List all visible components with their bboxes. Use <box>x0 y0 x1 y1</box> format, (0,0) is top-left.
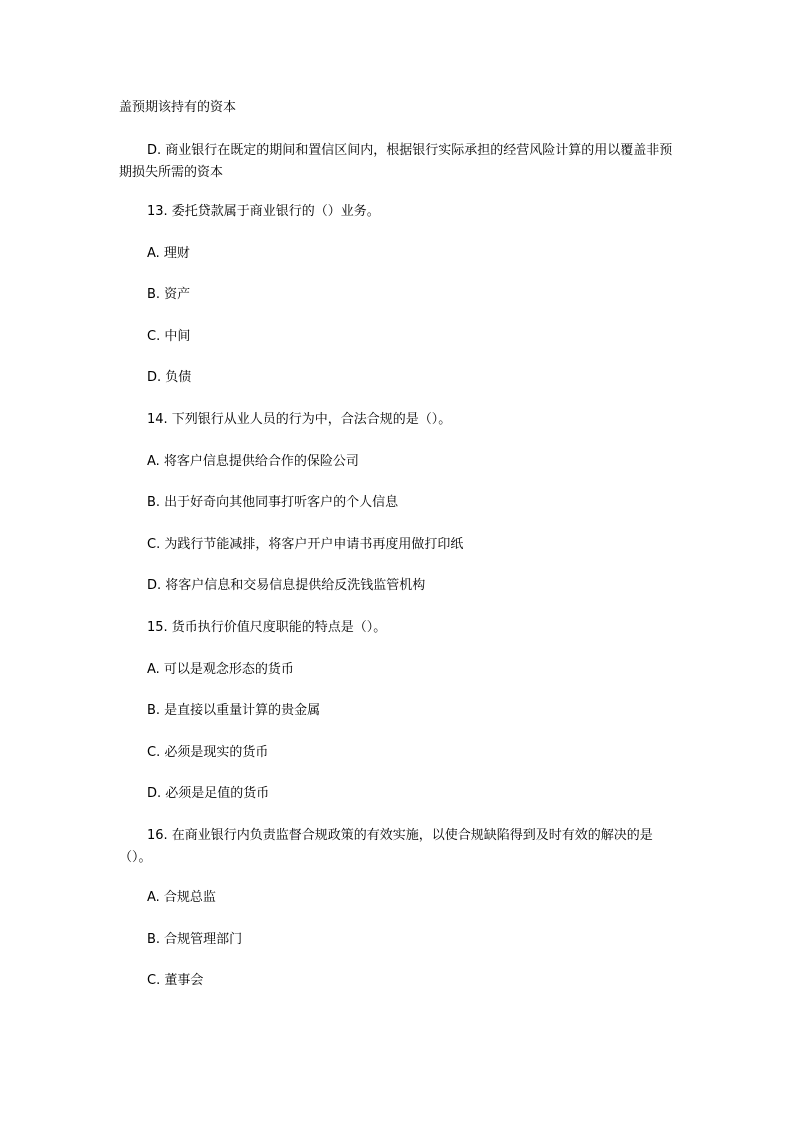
option-b: B. 出于好奇向其他同事打听客户的个人信息 <box>147 495 399 510</box>
question-16: 16. 在商业银行内负责监督合规政策的有效实施，以使合规缺陷得到及时有效的解决的是（）。 <box>119 828 653 865</box>
option-a: A. 可以是观念形态的货币 <box>147 662 294 677</box>
option-c: C. 董事会 <box>147 973 204 988</box>
option-b: B. 是直接以重量计算的贵金属 <box>147 703 321 718</box>
option-d: D. 必须是足值的货币 <box>147 786 270 801</box>
option-d-text: D. 商业银行在既定的期间和置信区间内，根据银行实际承担的经营风险计算的用以覆盖非预期损失所需的资本 <box>119 143 673 180</box>
question-14: 14. 下列银行从业人员的行为中，合法合规的是（）。 <box>147 412 452 427</box>
option-b: B. 合规管理部门 <box>147 932 243 947</box>
option-d: D. 负债 <box>147 370 192 385</box>
option-a: A. 合规总监 <box>147 890 216 905</box>
option-b: B. 资产 <box>147 287 191 302</box>
option-a: A. 将客户信息提供给合作的保险公司 <box>147 454 359 469</box>
option-c: C. 中间 <box>147 329 191 344</box>
continued-text: 盖预期该持有的资本 <box>119 100 237 115</box>
option-d: D. 将客户信息和交易信息提供给反洗钱监管机构 <box>147 578 426 593</box>
question-15: 15. 货币执行价值尺度职能的特点是（）。 <box>147 620 387 635</box>
question-13: 13. 委托贷款属于商业银行的（）业务。 <box>147 204 380 219</box>
option-c: C. 必须是现实的货币 <box>147 745 269 760</box>
option-c: C. 为践行节能减排，将客户开户申请书再度用做打印纸 <box>147 537 464 552</box>
option-a: A. 理财 <box>147 246 190 261</box>
